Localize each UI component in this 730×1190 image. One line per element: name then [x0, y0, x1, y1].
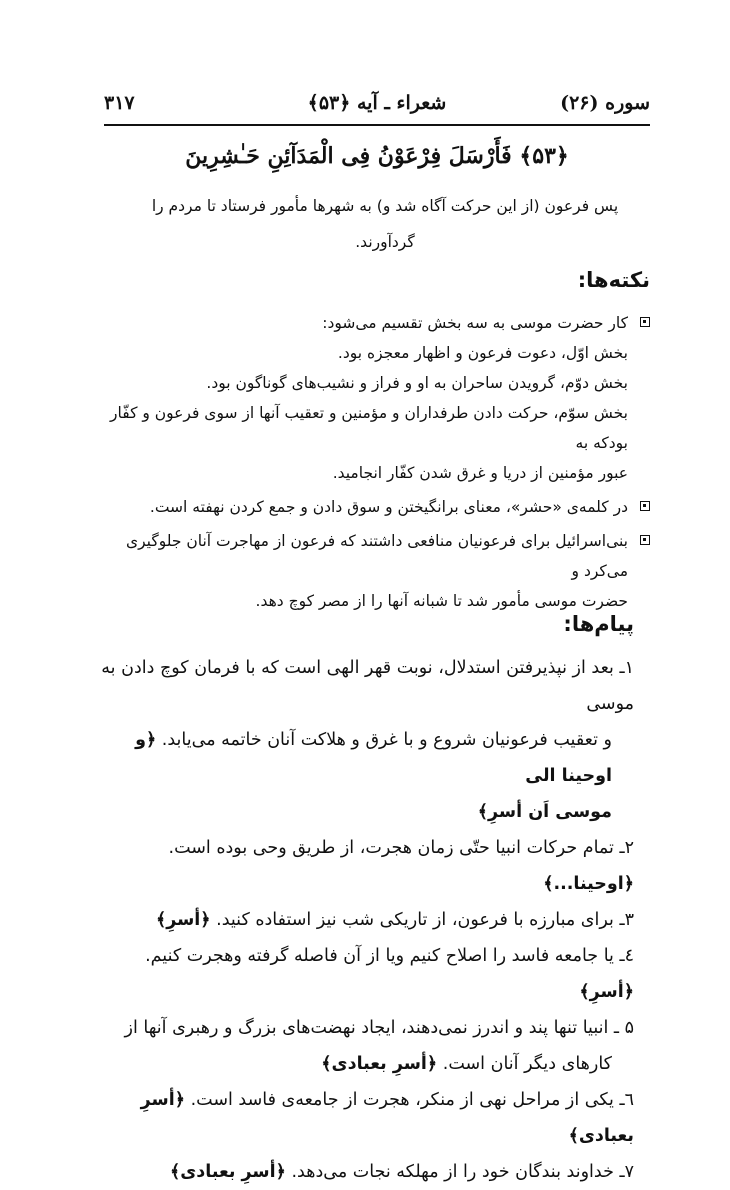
quran-reference: ﴿و اوحینا الی — [135, 730, 612, 786]
note-sub-line: بخش سوّم، حرکت دادن طرفداران و مؤمنین و تعقیب آنها از سوی فرعون و کفّار بودکه به — [110, 404, 628, 452]
chapter-verse-label: شعراء ـ آیه ﴿۵۳﴾ — [307, 92, 447, 114]
message-line: ۳ـ برای مبارزه با فرعون، از تاریکی شب نیز استفاده کنید. — [216, 910, 634, 930]
message-item — [96, 902, 634, 938]
message-line: کارهای دیگر آنان است. — [442, 1054, 612, 1074]
message-item — [96, 938, 634, 1010]
message-line: ٤ـ یا جامعه فاسد را اصلاح کنیم ویا از آن فاصله گرفته وهجرت کنیم. — [145, 946, 634, 966]
quran-reference: ﴿أسرِ﴾ — [155, 910, 211, 930]
note-line: بنی‌اسرائیل برای فرعونیان منافعی داشتند که فرعون از مهاجرت آنان جلوگیری می‌کرد و — [125, 532, 628, 580]
verse-translation — [140, 188, 630, 260]
note-item — [90, 308, 650, 338]
page-number: ۳۱۷ — [104, 92, 135, 114]
message-line: ۱ـ بعد از نپذیرفتن استدلال، نوبت قهر الهی است که با فرمان کوچ دادن به موسی — [101, 658, 634, 714]
message-item — [96, 830, 634, 902]
quran-reference: ﴿اوحینا...﴾ — [543, 874, 634, 894]
quran-reference: ﴿أسرِ﴾ — [579, 982, 634, 1002]
messages-heading: پیام‌ها: — [563, 612, 634, 636]
message-line: ۲ـ تمام حرکات انبیا حتّی زمان هجرت، از طریق وحی بوده است. — [168, 838, 634, 858]
header-divider — [104, 124, 650, 126]
message-item — [96, 1010, 634, 1082]
message-item — [96, 1082, 634, 1154]
quran-reference: ﴿أسرِ بعبادی﴾ — [170, 1162, 286, 1182]
notes-heading: نکته‌ها: — [577, 268, 650, 292]
note-sub-line: بخش اوّل، دعوت فرعون و اظهار معجزه بود. — [337, 344, 628, 362]
square-bullet-icon — [640, 501, 650, 511]
note-sub-line: بخش دوّم، گرویدن ساحران به او و فراز و نشیب‌های گوناگون بود. — [206, 374, 628, 392]
note-line: در کلمه‌ی «حشر»، معنای برانگیختن و سوق دادن و جمع کردن نهفته است. — [149, 498, 628, 516]
message-line: ٦ـ یکی از مراحل نهی از منکر، هجرت از جامعه‌ی فاسد است. — [190, 1090, 634, 1110]
quran-reference: ﴿أسرِ بعبادی﴾ — [321, 1054, 438, 1074]
note-line: حضرت موسی مأمور شد تا شبانه آنها را از مصر کوچ دهد. — [255, 592, 628, 610]
message-line: و تعقیب فرعونیان شروع و با غرق و هلاکت آنان خاتمه می‌یابد. — [161, 730, 612, 750]
note-item — [90, 526, 650, 616]
translation-line: پس فرعون (از این حرکت آگاه شد و) به شهرها مأمور فرستاد تا مردم را — [151, 197, 619, 215]
surah-label: سوره (۲۶) — [560, 92, 650, 114]
quran-reference: موسی اَن أسرِ﴾ — [477, 802, 612, 822]
message-item — [96, 1154, 634, 1190]
quran-reference: ﴿أسرِ بعبادی﴾ — [140, 1090, 634, 1146]
message-line: ۷ـ خداوند بندگان خود را از مهلکه نجات می‌دهد. — [291, 1162, 634, 1182]
page-header — [104, 88, 650, 122]
square-bullet-icon — [640, 535, 650, 545]
note-line: کار حضرت موسی به سه بخش تقسیم می‌شود: — [322, 314, 628, 332]
translation-line: گردآورند. — [355, 233, 415, 251]
square-bullet-icon — [640, 317, 650, 327]
message-line: ۵ ـ انبیا تنها پند و اندرز نمی‌دهند، ایجاد نهضت‌های بزرگ و رهبری آنها از — [124, 1018, 634, 1038]
note-sub-line: عبور مؤمنین از دریا و غرق شدن کفّار انجامید. — [332, 464, 628, 482]
messages-list — [96, 650, 634, 1190]
note-item — [90, 492, 650, 522]
message-item — [96, 650, 634, 830]
notes-list — [90, 308, 650, 616]
quran-verse: ﴿۵۳﴾ فَأَرْسَلَ فِرْعَوْنُ فِى الْمَدَآئِنِ حَـٰشِرِينَ — [185, 143, 569, 169]
